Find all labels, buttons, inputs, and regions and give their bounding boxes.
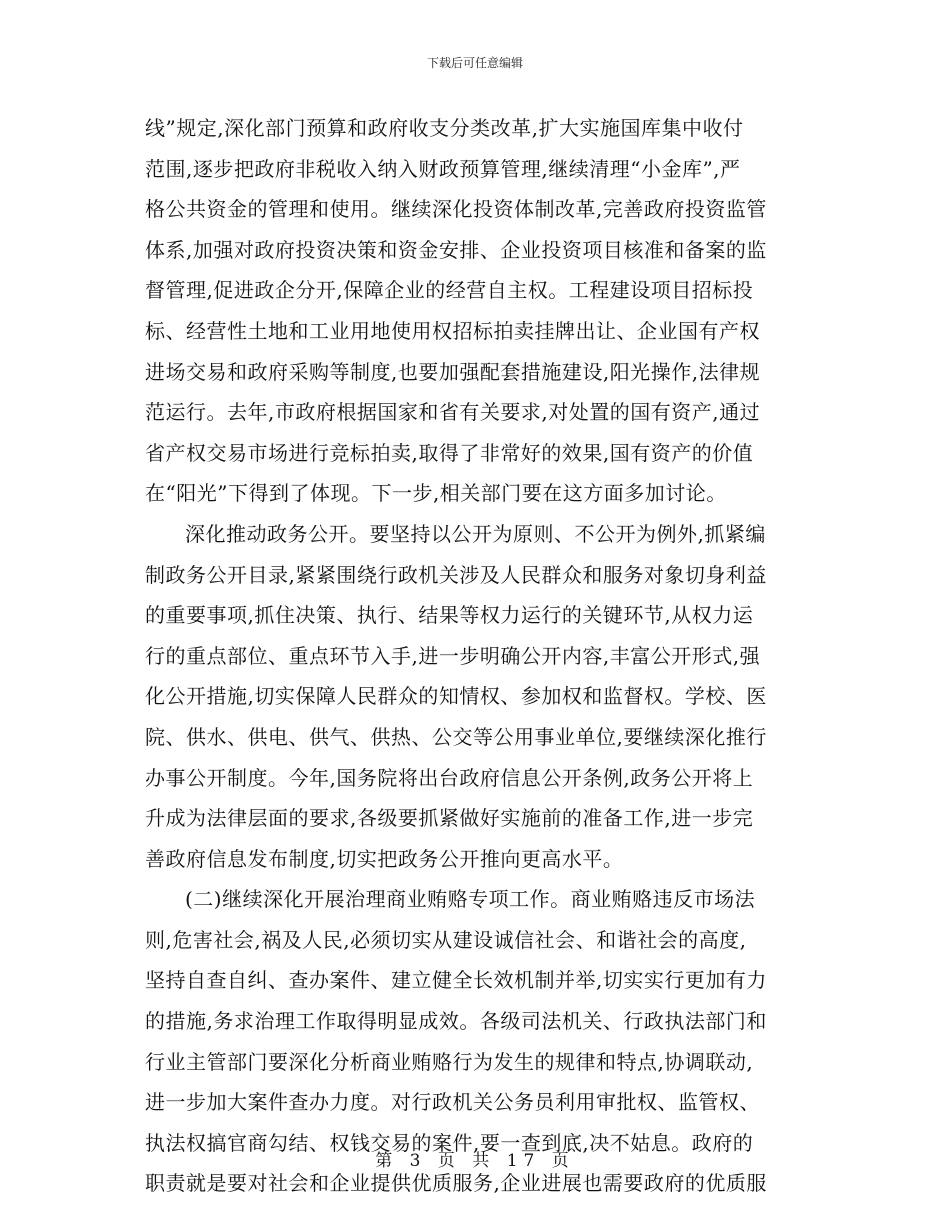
text-line: 范围,逐步把政府非税收入纳入财政预算管理,继续清理“小金库”,严: [145, 156, 741, 181]
text-line: 行业主管部门要深化分析商业贿赂行为发生的规律和特点,协调联动,: [145, 1049, 754, 1074]
text-line: 标、经营性土地和工业用地使用权招标拍卖挂牌出让、企业国有产权: [145, 318, 760, 343]
text-line: 职责就是要对社会和企业提供优质服务,企业进展也需要政府的优质服: [145, 1171, 767, 1196]
text-line: 善政府信息发布制度,切实把政务公开推向更高水平。: [145, 846, 624, 871]
text-line: 升成为法律层面的要求,各级要抓紧做好实施前的准备工作,进一步完: [145, 806, 754, 831]
text-line: 体系,加强对政府投资决策和资金安排、企业投资项目核准和备案的监: [145, 237, 767, 262]
page-header: 下载后可任意编辑: [426, 56, 523, 70]
text-line: 办事公开制度。今年,国务院将出台政府信息公开条例,政务公开将上: [145, 765, 754, 790]
document-body: [145, 108, 800, 1204]
text-line: 的措施,务求治理工作取得明显成效。各级司法机关、行政执法部门和: [145, 1009, 767, 1034]
text-line: 坚持自查自纠、查办案件、建立健全长效机制并举,切实实行更加有力: [145, 968, 767, 993]
text-line: 化公开措施,切实保障人民群众的知情权、参加权和监督权。学校、医: [145, 684, 767, 709]
page-number-footer: 第 3 页 共 17 页: [375, 1151, 575, 1171]
text-line: 制政务公开目录,紧紧围绕行政机关涉及人民群众和服务对象切身利益: [145, 562, 767, 587]
text-line: 格公共资金的管理和使用。继续深化投资体制改革,完善政府投资监管: [145, 197, 767, 222]
text-line: 则,危害社会,祸及人民,必须切实从建设诚信社会、和谐社会的高度,: [145, 927, 747, 952]
text-line: 行的重点部位、重点环节入手,进一步明确公开内容,丰富公开形式,强: [145, 643, 761, 668]
text-line: 的重要事项,抓住决策、执行、结果等权力运行的关键环节,从权力运: [145, 603, 754, 628]
text-line: 省产权交易市场进行竞标拍卖,取得了非常好的效果,国有资产的价值: [145, 440, 754, 465]
text-line: 线”规定,深化部门预算和政府收支分类改革,扩大实施国库集中收付: [145, 116, 744, 140]
text-line: 进场交易和政府采购等制度,也要加强配套措施建设,阳光操作,法律规: [145, 359, 761, 384]
text-line: 范运行。去年,市政府根据国家和省有关要求,对处置的国有资产,通过: [145, 400, 761, 425]
paragraph-start-line: 深化推动政务公开。要坚持以公开为原则、不公开为例外,抓紧编: [185, 521, 766, 546]
text-line: 执法权搞官商勾结、权钱交易的案件,要一查到底,决不姑息。政府的: [145, 1130, 754, 1155]
text-line: 进一步加大案件查办力度。对行政机关公务员利用审批权、监管权、: [145, 1090, 760, 1115]
text-line: 在“阳光”下得到了体现。下一步,相关部门要在这方面多加讨论。: [145, 481, 727, 506]
paragraph-start-line: (二)继续深化开展治理商业贿赂专项工作。商业贿赂违反市场法: [185, 887, 756, 912]
text-line: 院、供水、供电、供气、供热、公交等公用事业单位,要继续深化推行: [145, 724, 767, 749]
text-line: 督管理,促进政企分开,保障企业的经营自主权。工程建设项目招标投: [145, 278, 754, 303]
